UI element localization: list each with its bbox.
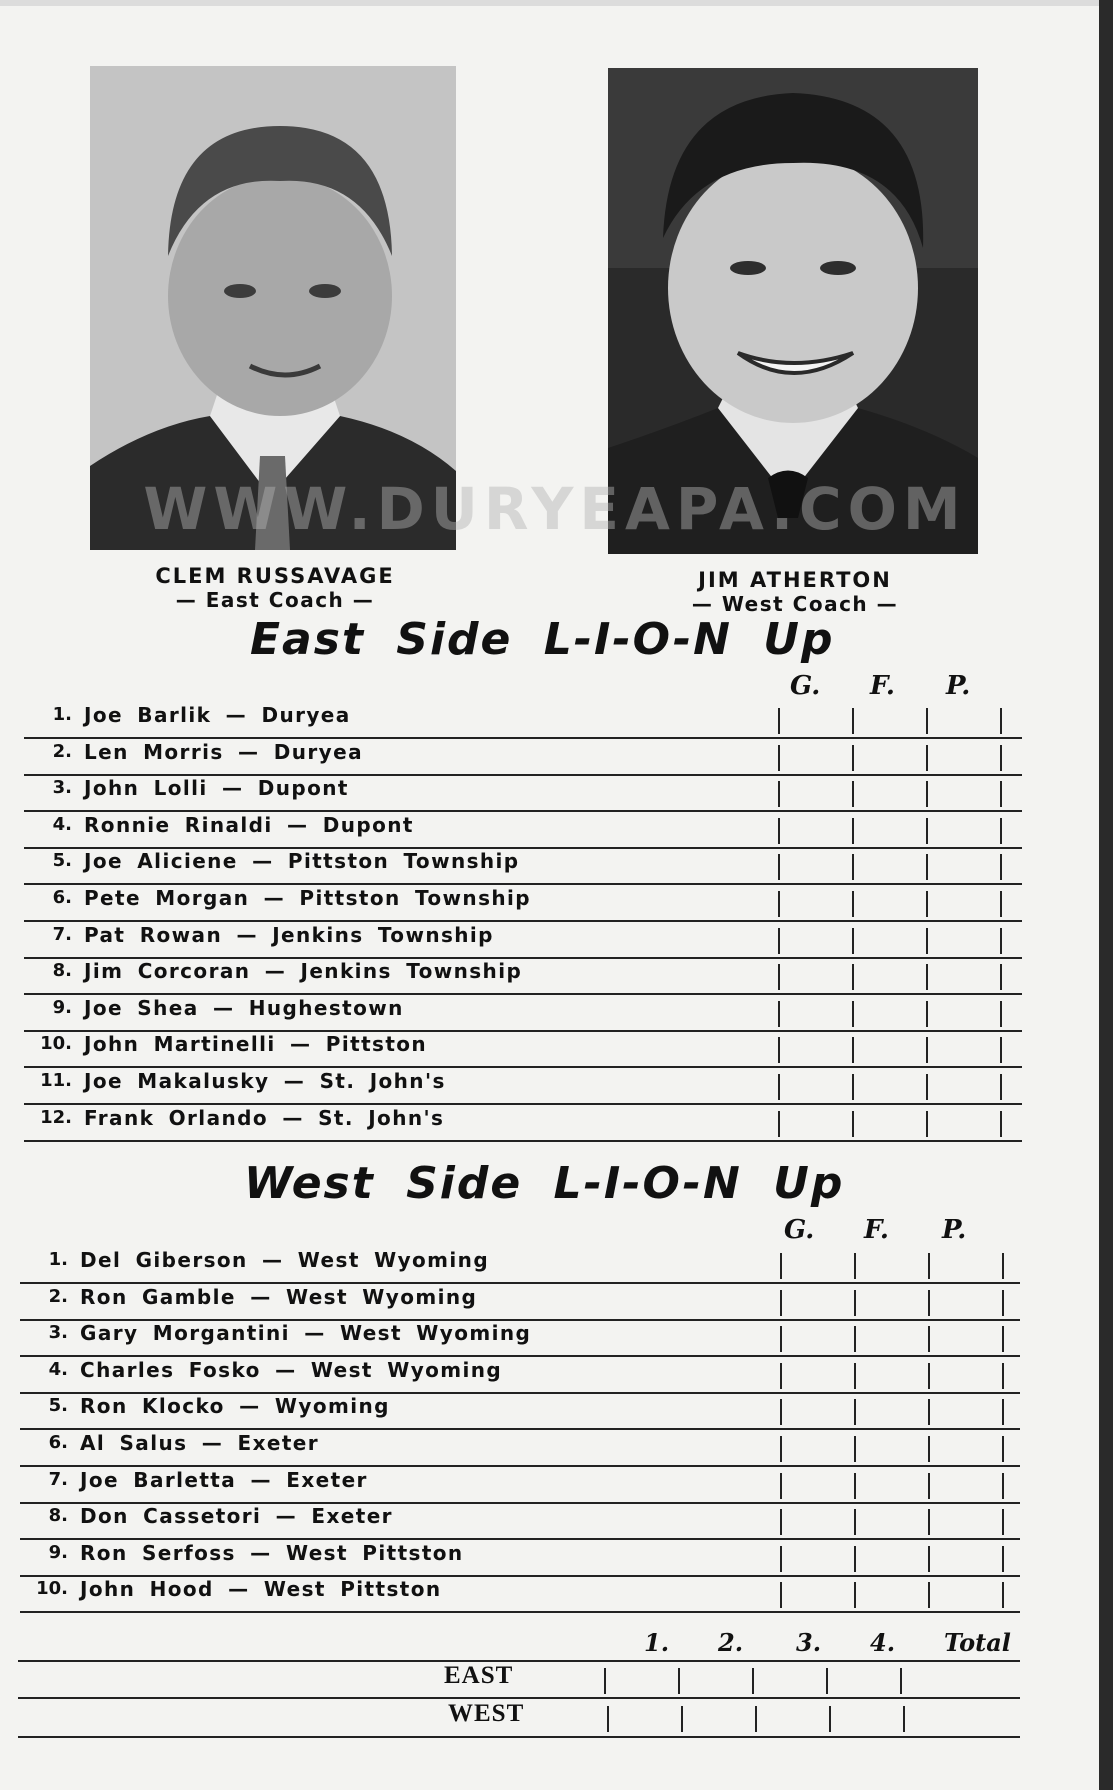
west-player-row: [20, 1320, 1020, 1357]
stat-cell-divider: [852, 781, 854, 807]
stat-cell-divider: [778, 1037, 780, 1063]
east-player-row: [24, 739, 1022, 776]
score-team-east: EAST: [444, 1662, 514, 1689]
stat-cell-divider: [928, 1253, 930, 1279]
stat-cell-divider: [852, 818, 854, 844]
stat-cell-divider: [928, 1436, 930, 1462]
east-lineup-heading: East Side L-I-O-N Up: [250, 614, 835, 665]
stat-cell-divider: [780, 1436, 782, 1462]
player-number: 9.: [48, 1541, 68, 1563]
player-name-school: Gary Morgantini — West Wyoming: [80, 1321, 532, 1346]
stat-cell-divider: [1000, 1037, 1002, 1063]
stat-cell-divider: [926, 1111, 928, 1137]
west-col-f: F.: [864, 1215, 889, 1245]
player-number: 2.: [48, 1285, 68, 1307]
stat-cell-divider: [928, 1290, 930, 1316]
stat-cell-divider: [1000, 1001, 1002, 1027]
score-cell-divider: [900, 1668, 902, 1694]
stat-cell-divider: [1002, 1509, 1004, 1535]
east-player-row: [24, 995, 1022, 1032]
player-number: 6.: [52, 887, 72, 908]
stat-cell-divider: [926, 964, 928, 990]
player-number: 9.: [52, 996, 72, 1018]
player-number: 12.: [40, 1106, 72, 1128]
score-rule-bottom: [18, 1736, 1020, 1738]
score-cell-divider: [826, 1668, 828, 1694]
stat-cell-divider: [926, 1037, 928, 1063]
player-name-school: Jim Corcoran — Jenkins Township: [84, 959, 523, 984]
stat-cell-divider: [780, 1509, 782, 1535]
stat-cell-divider: [852, 964, 854, 990]
stat-cell-divider: [1000, 1074, 1002, 1100]
score-col-total: Total: [944, 1628, 1011, 1657]
east-col-g: G.: [790, 671, 821, 701]
player-number: 2.: [52, 740, 72, 762]
score-cell-divider: [752, 1668, 754, 1694]
stat-cell-divider: [778, 1001, 780, 1027]
player-number: 11.: [40, 1070, 72, 1091]
player-number: 5.: [48, 1395, 68, 1417]
stat-cell-divider: [778, 854, 780, 880]
score-col-2: 2.: [718, 1628, 744, 1657]
west-player-row: [20, 1393, 1020, 1430]
player-number: 10.: [40, 1033, 72, 1055]
stat-cell-divider: [1000, 964, 1002, 990]
stat-cell-divider: [926, 745, 928, 771]
east-col-f: F.: [870, 671, 895, 701]
stat-cell-divider: [928, 1546, 930, 1572]
player-name-school: Del Giberson — West Wyoming: [80, 1248, 490, 1272]
stat-cell-divider: [926, 1001, 928, 1027]
stat-cell-divider: [928, 1473, 930, 1499]
stat-cell-divider: [1002, 1253, 1004, 1279]
stat-cell-divider: [852, 1037, 854, 1063]
stat-cell-divider: [780, 1326, 782, 1352]
stat-cell-divider: [854, 1509, 856, 1535]
stat-cell-divider: [852, 745, 854, 771]
east-player-row: [24, 812, 1022, 849]
player-name-school: Joe Barlik — Duryea: [84, 703, 351, 727]
stat-cell-divider: [780, 1582, 782, 1608]
stat-cell-divider: [928, 1582, 930, 1608]
score-rule-mid: [18, 1697, 1020, 1699]
score-team-west: WEST: [448, 1700, 525, 1727]
east-player-row: [24, 702, 1022, 739]
stat-cell-divider: [1002, 1326, 1004, 1352]
stat-cell-divider: [778, 928, 780, 954]
east-coach-caption: [140, 564, 410, 612]
west-player-row: [20, 1247, 1020, 1284]
stat-cell-divider: [1000, 781, 1002, 807]
score-col-1: 1.: [644, 1628, 670, 1657]
player-name-school: Al Salus — Exeter: [80, 1431, 320, 1455]
player-name-school: John Martinelli — Pittston: [84, 1032, 428, 1057]
stat-cell-divider: [1000, 854, 1002, 880]
stat-cell-divider: [926, 854, 928, 880]
west-player-row: [20, 1357, 1020, 1394]
east-player-row: [24, 885, 1022, 922]
stat-cell-divider: [854, 1473, 856, 1499]
watermark: WWW.DURYEAPA.COM: [143, 475, 967, 543]
player-number: 1.: [48, 1249, 68, 1270]
east-coach-name: CLEM RUSSAVAGE: [155, 564, 395, 588]
west-coach-caption: [660, 568, 930, 616]
stat-cell-divider: [854, 1326, 856, 1352]
player-number: 5.: [52, 850, 72, 872]
player-number: 3.: [52, 777, 72, 799]
stat-cell-divider: [852, 854, 854, 880]
stat-cell-divider: [778, 1111, 780, 1137]
west-player-row: [20, 1430, 1020, 1467]
player-name-school: Joe Aliciene — Pittston Township: [84, 849, 520, 874]
west-col-p: P.: [942, 1215, 967, 1245]
west-coach-role: — West Coach —: [691, 592, 899, 616]
player-number: 8.: [48, 1505, 68, 1527]
player-name-school: Frank Orlando — St. John's: [84, 1105, 445, 1130]
score-cell-divider: [903, 1706, 905, 1732]
stat-cell-divider: [1000, 745, 1002, 771]
score-cell-divider: [604, 1668, 606, 1694]
page-top-edge: [0, 0, 1113, 6]
player-name-school: John Hood — West Pittston: [80, 1577, 442, 1602]
west-lineup-heading: West Side L-I-O-N Up: [244, 1158, 845, 1209]
stat-cell-divider: [852, 1074, 854, 1100]
west-player-row: [20, 1576, 1020, 1613]
stat-cell-divider: [854, 1290, 856, 1316]
player-number: 7.: [48, 1468, 68, 1490]
player-number: 4.: [52, 813, 72, 835]
stat-cell-divider: [854, 1436, 856, 1462]
player-number: 3.: [48, 1322, 68, 1344]
stat-cell-divider: [852, 708, 854, 734]
stat-cell-divider: [1000, 1111, 1002, 1137]
stat-cell-divider: [780, 1253, 782, 1279]
stat-cell-divider: [780, 1399, 782, 1425]
stat-cell-divider: [928, 1363, 930, 1389]
player-name-school: Ron Klocko — Wyoming: [80, 1394, 390, 1419]
player-name-school: Len Morris — Duryea: [84, 739, 363, 764]
player-number: 10.: [36, 1578, 68, 1600]
score-cell-divider: [681, 1706, 683, 1732]
stat-cell-divider: [1002, 1290, 1004, 1316]
east-player-row: [24, 1068, 1022, 1105]
stat-cell-divider: [780, 1546, 782, 1572]
player-number: 6.: [48, 1432, 68, 1453]
east-player-row: [24, 848, 1022, 885]
page-right-edge: [1099, 0, 1113, 1790]
stat-cell-divider: [780, 1473, 782, 1499]
player-number: 4.: [48, 1358, 68, 1380]
east-player-row: [24, 1105, 1022, 1142]
stat-cell-divider: [1002, 1363, 1004, 1389]
stat-cell-divider: [926, 1074, 928, 1100]
stat-cell-divider: [854, 1399, 856, 1425]
player-name-school: John Lolli — Dupont: [84, 776, 349, 801]
stat-cell-divider: [1000, 891, 1002, 917]
score-col-4: 4.: [870, 1628, 896, 1657]
stat-cell-divider: [780, 1290, 782, 1316]
stat-cell-divider: [778, 745, 780, 771]
player-name-school: Ron Gamble — West Wyoming: [80, 1284, 478, 1309]
stat-cell-divider: [780, 1363, 782, 1389]
score-cell-divider: [607, 1706, 609, 1732]
stat-cell-divider: [854, 1546, 856, 1572]
stat-cell-divider: [778, 891, 780, 917]
stat-cell-divider: [778, 1074, 780, 1100]
west-coach-name: JIM ATHERTON: [698, 568, 892, 592]
player-name-school: Pete Morgan — Pittston Township: [84, 886, 531, 910]
stat-cell-divider: [854, 1363, 856, 1389]
player-number: 1.: [52, 704, 72, 725]
score-rule-top: [18, 1660, 1020, 1662]
stat-cell-divider: [1000, 818, 1002, 844]
player-name-school: Pat Rowan — Jenkins Township: [84, 922, 494, 947]
west-player-row: [20, 1284, 1020, 1321]
west-col-g: G.: [784, 1215, 815, 1245]
stat-cell-divider: [1002, 1546, 1004, 1572]
west-player-row: [20, 1467, 1020, 1504]
stat-cell-divider: [778, 964, 780, 990]
player-name-school: Ron Serfoss — West Pittston: [80, 1540, 464, 1565]
player-number: 7.: [52, 923, 72, 945]
stat-cell-divider: [778, 781, 780, 807]
east-coach-role: — East Coach —: [175, 588, 375, 612]
score-cell-divider: [829, 1706, 831, 1732]
stat-cell-divider: [852, 1111, 854, 1137]
score-cell-divider: [678, 1668, 680, 1694]
stat-cell-divider: [778, 708, 780, 734]
stat-cell-divider: [778, 818, 780, 844]
score-cell-divider: [755, 1706, 757, 1732]
west-player-row: [20, 1503, 1020, 1540]
stat-cell-divider: [852, 891, 854, 917]
stat-cell-divider: [926, 891, 928, 917]
east-player-row: [24, 922, 1022, 959]
player-name-school: Don Cassetori — Exeter: [80, 1504, 393, 1529]
player-number: 8.: [52, 960, 72, 982]
stat-cell-divider: [1002, 1473, 1004, 1499]
stat-cell-divider: [1000, 708, 1002, 734]
stat-cell-divider: [1002, 1399, 1004, 1425]
east-player-row: [24, 958, 1022, 995]
stat-cell-divider: [926, 818, 928, 844]
player-name-school: Charles Fosko — West Wyoming: [80, 1357, 503, 1382]
player-name-school: Ronnie Rinaldi — Dupont: [84, 812, 414, 837]
stat-cell-divider: [928, 1509, 930, 1535]
stat-cell-divider: [854, 1582, 856, 1608]
stat-cell-divider: [852, 1001, 854, 1027]
stat-cell-divider: [852, 928, 854, 954]
stat-cell-divider: [928, 1399, 930, 1425]
stat-cell-divider: [1000, 928, 1002, 954]
stat-cell-divider: [854, 1253, 856, 1279]
stat-cell-divider: [1002, 1582, 1004, 1608]
stat-cell-divider: [926, 928, 928, 954]
stat-cell-divider: [926, 708, 928, 734]
player-name-school: Joe Barletta — Exeter: [80, 1467, 368, 1492]
west-player-row: [20, 1540, 1020, 1577]
east-col-p: P.: [946, 671, 971, 701]
east-player-row: [24, 775, 1022, 812]
stat-cell-divider: [1002, 1436, 1004, 1462]
player-name-school: Joe Shea — Hughestown: [84, 995, 404, 1020]
stat-cell-divider: [926, 781, 928, 807]
east-player-row: [24, 1031, 1022, 1068]
player-name-school: Joe Makalusky — St. John's: [84, 1069, 446, 1093]
score-col-3: 3.: [796, 1628, 822, 1657]
stat-cell-divider: [928, 1326, 930, 1352]
